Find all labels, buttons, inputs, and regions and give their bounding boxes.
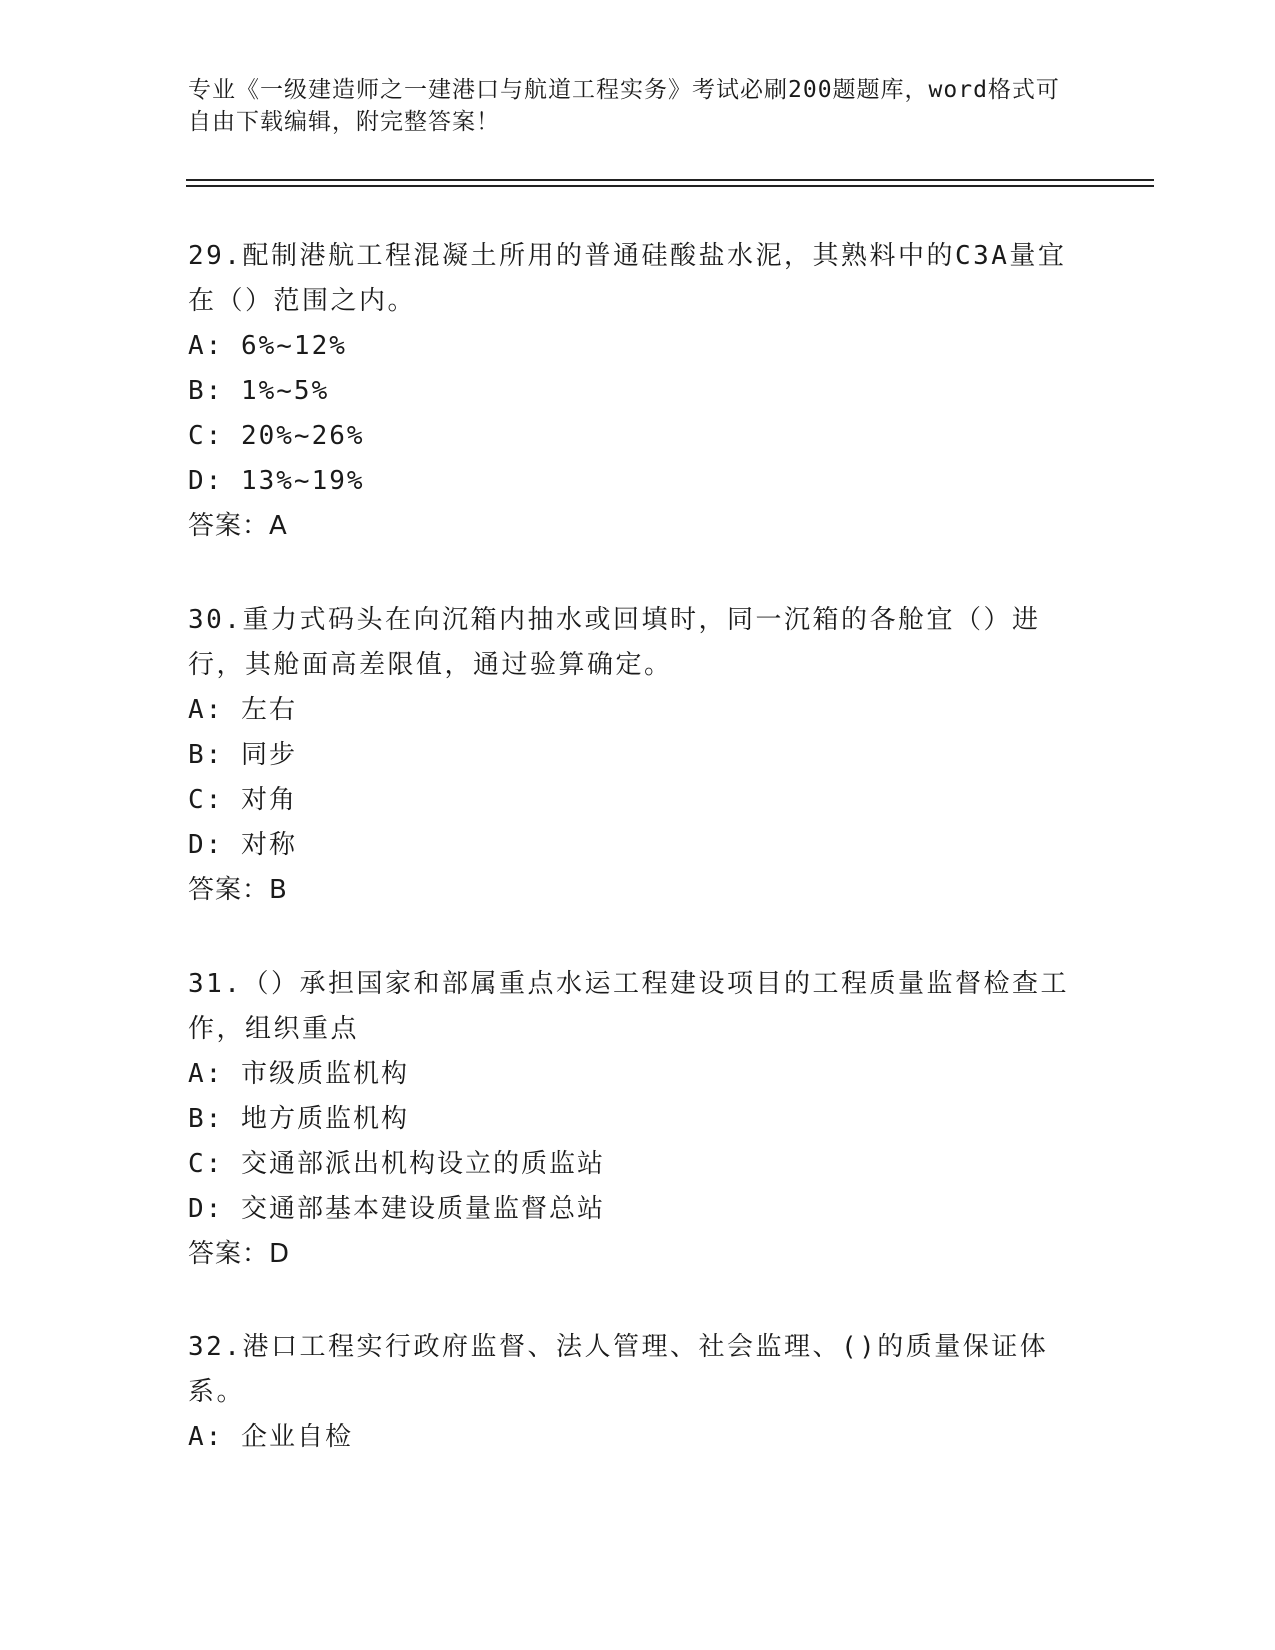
question-text: 31.（）承担国家和部属重点水运工程建设项目的工程质量监督检查工作，组织重点 xyxy=(188,969,1069,1044)
option-d: D: 对称 xyxy=(188,830,297,860)
question-29 xyxy=(188,234,1088,549)
question-30 xyxy=(188,598,1088,913)
option-a: A: 企业自检 xyxy=(188,1422,353,1452)
option-d: D: 13%~19% xyxy=(188,466,365,496)
option-a: A: 左右 xyxy=(188,695,297,725)
option-b: B: 地方质监机构 xyxy=(188,1104,409,1134)
question-32 xyxy=(188,1325,1088,1460)
document-header: 专业《一级建造师之一建港口与航道工程实务》考试必刷200题题库，word格式可自由下载编辑，附完整答案！ xyxy=(188,77,1060,135)
option-a: A: 6%~12% xyxy=(188,331,347,361)
question-text: 32.港口工程实行政府监督、法人管理、社会监理、()的质量保证体系。 xyxy=(188,1332,1049,1407)
option-c: C: 20%~26% xyxy=(188,421,365,451)
option-c: C: 对角 xyxy=(188,785,297,815)
option-d: D: 交通部基本建设质量监督总站 xyxy=(188,1194,605,1224)
question-text: 29.配制港航工程混凝土所用的普通硅酸盐水泥，其熟料中的C3A量宜在（）范围之内。 xyxy=(188,241,1067,316)
question-31 xyxy=(188,962,1088,1277)
answer: 答案：B xyxy=(188,875,288,905)
option-b: B: 1%~5% xyxy=(188,376,330,406)
option-c: C: 交通部派出机构设立的质监站 xyxy=(188,1149,605,1179)
answer: 答案：A xyxy=(188,511,288,541)
answer: 答案：D xyxy=(188,1239,291,1269)
header-divider-bottom xyxy=(186,185,1154,187)
option-a: A: 市级质监机构 xyxy=(188,1059,409,1089)
question-text: 30.重力式码头在向沉箱内抽水或回填时，同一沉箱的各舱宜（）进行，其舱面高差限值，通过验算确定。 xyxy=(188,605,1041,680)
header-divider-top xyxy=(186,179,1154,181)
option-b: B: 同步 xyxy=(188,740,297,770)
